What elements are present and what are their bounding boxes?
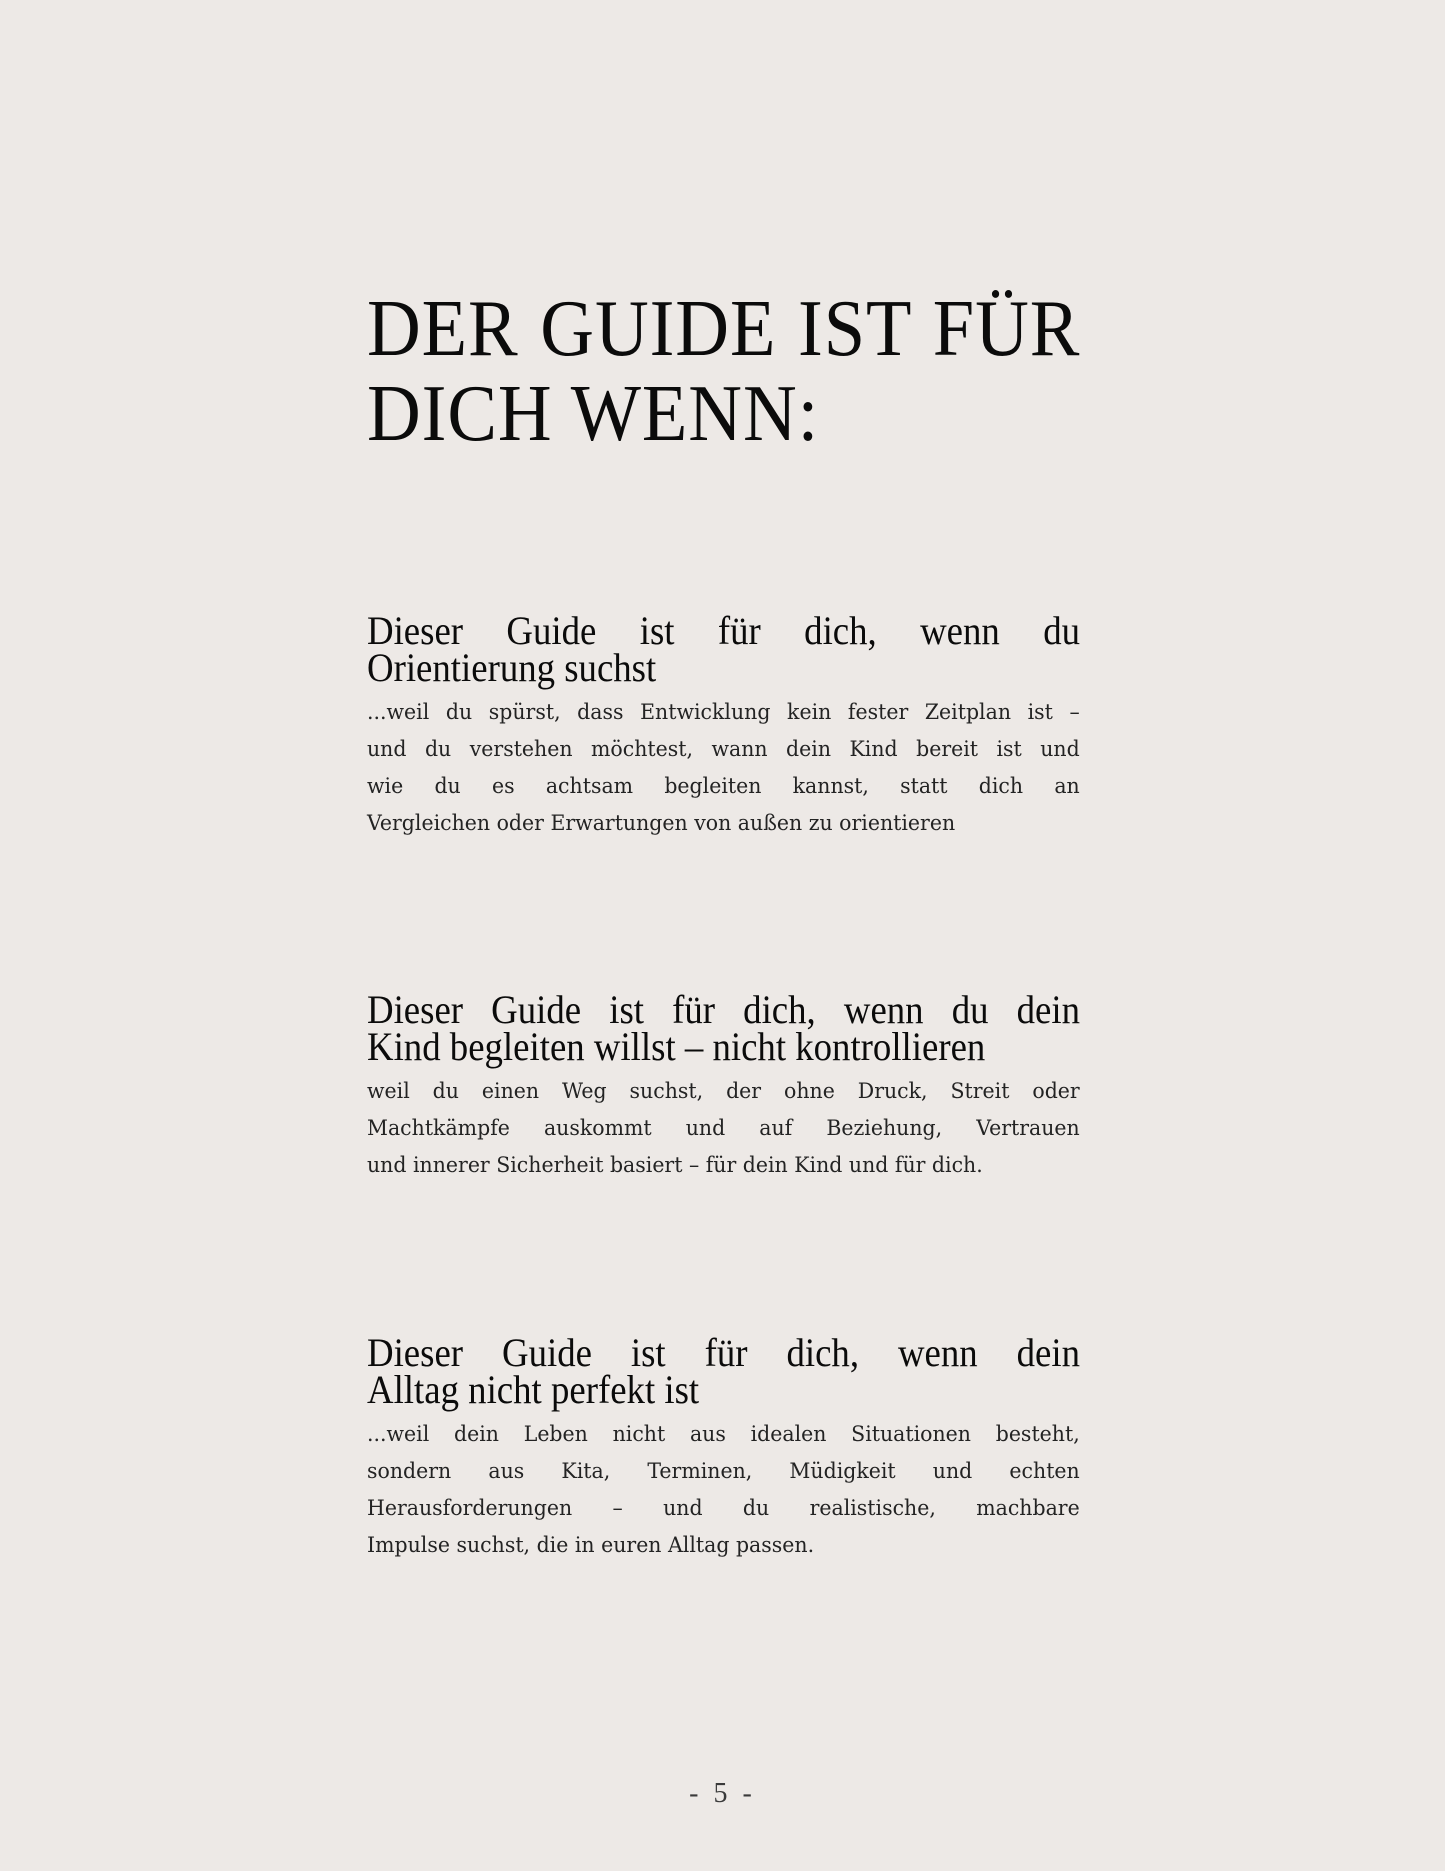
section-body-line: Machtkämpfe auskommt und auf Beziehung, Vertrauen <box>367 1116 1080 1140</box>
section-body-line: und innerer Sicherheit basiert – für dein Kind und für dich. <box>367 1153 983 1177</box>
page-number: - 5 - <box>689 1778 756 1809</box>
section-body-line: und du verstehen möchtest, wann dein Kind bereit ist und <box>367 737 1080 761</box>
section-body <box>367 1416 1080 1564</box>
section-orientierung <box>367 608 1080 842</box>
section-heading-line: Dieser Guide ist für dich, wenn dein <box>367 1330 1080 1375</box>
page-title-line: DICH WENN: <box>367 370 820 458</box>
section-heading <box>367 1330 1080 1412</box>
section-body-line: ...weil dein Leben nicht aus idealen Situationen besteht, <box>367 1422 1080 1446</box>
section-body-line: Vergleichen oder Erwartungen von außen zu orientieren <box>367 811 956 835</box>
page-title-line: DER GUIDE IST FÜR <box>367 285 1081 373</box>
section-begleiten <box>367 987 1080 1184</box>
section-heading <box>367 608 1080 690</box>
section-heading-line: Alltag nicht perfekt ist <box>367 1367 700 1412</box>
section-body <box>367 694 1080 842</box>
section-alltag <box>367 1330 1080 1564</box>
section-body-line: sondern aus Kita, Terminen, Müdigkeit und echten <box>367 1459 1080 1483</box>
section-heading-line: Kind begleiten willst – nicht kontrollieren <box>367 1024 986 1069</box>
section-heading-line: Orientierung suchst <box>367 645 657 690</box>
section-body-line: weil du einen Weg suchst, der ohne Druck, Streit oder <box>367 1079 1080 1103</box>
section-body-line: Impulse suchst, die in euren Alltag passen. <box>367 1533 815 1557</box>
section-body-line: Herausforderungen – und du realistische, machbare <box>367 1496 1080 1520</box>
section-heading-line: Dieser Guide ist für dich, wenn du <box>367 608 1080 653</box>
section-heading-line: Dieser Guide ist für dich, wenn du dein <box>367 987 1080 1032</box>
section-body-line: ...weil du spürst, dass Entwicklung kein fester Zeitplan ist – <box>367 700 1080 724</box>
page-title <box>367 287 1080 457</box>
section-body <box>367 1073 1080 1184</box>
section-heading <box>367 987 1080 1069</box>
section-body-line: wie du es achtsam begleiten kannst, statt dich an <box>367 774 1080 798</box>
